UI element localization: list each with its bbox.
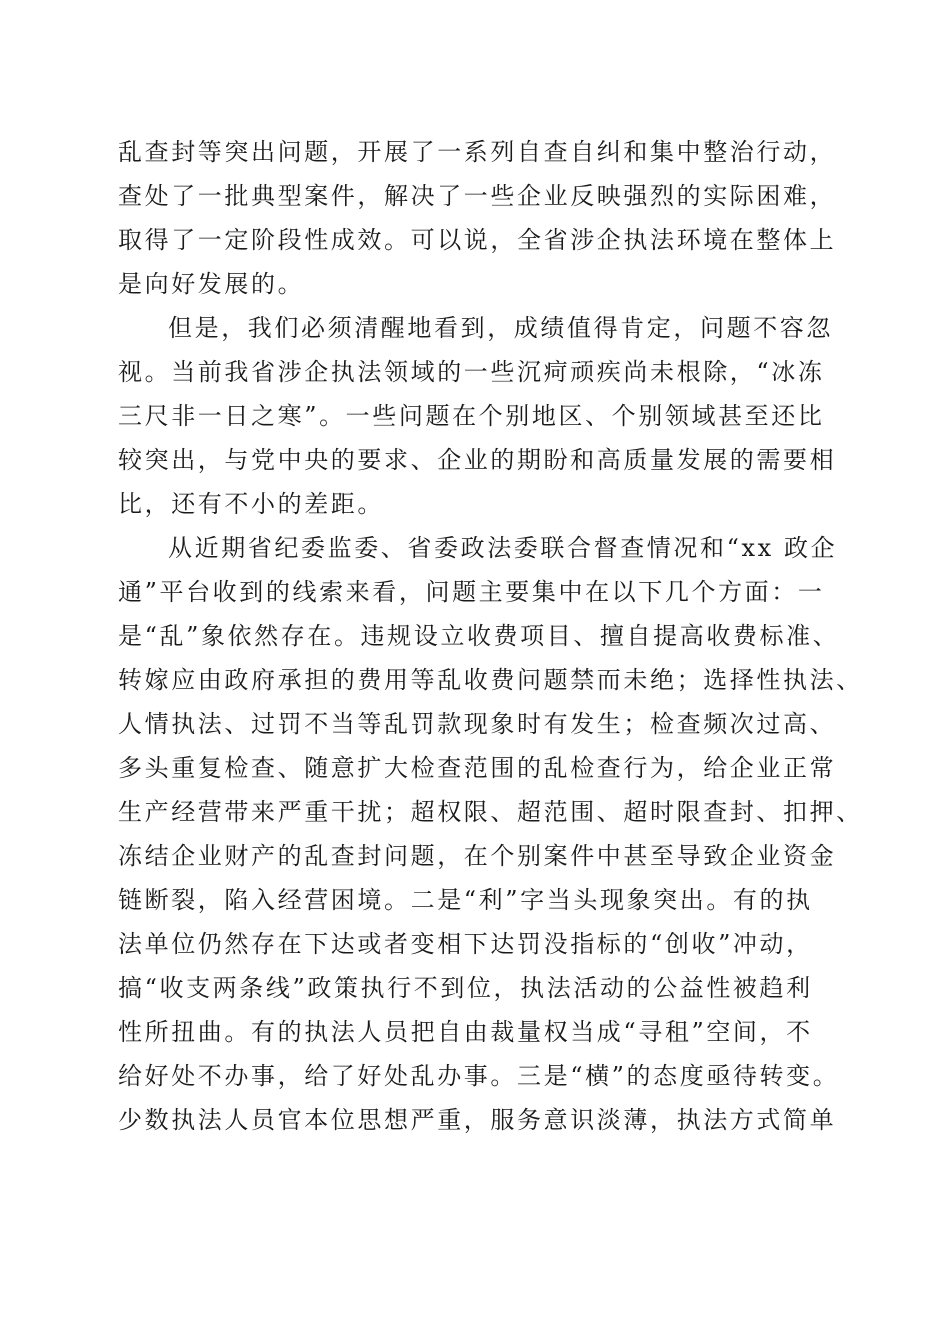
text-line: 法单位仍然存在下达或者变相下达罚没指标的“创收”冲动， [118, 930, 813, 958]
text-line: 少数执法人员官本位思想严重，服务意识淡薄，执法方式简单 [118, 1106, 837, 1134]
text-line: 性所扭曲。有的执法人员把自由裁量权当成“寻租”空间，不 [118, 1018, 813, 1046]
paragraph-3 [118, 526, 863, 1142]
text-line: 查处了一批典型案件，解决了一些企业反映强烈的实际困难， [118, 182, 837, 210]
text-line: 生产经营带来严重干扰；超权限、超范围、超时限查封、扣押、 [118, 798, 863, 826]
document-page [118, 130, 863, 1142]
text-line: 冻结企业财产的乱查封问题，在个别案件中甚至导致企业资金 [118, 842, 837, 870]
text-line: 人情执法、过罚不当等乱罚款现象时有发生；检查频次过高、 [118, 710, 837, 738]
text-line: 搞“收支两条线”政策执行不到位，执法活动的公益性被趋利 [118, 974, 813, 1002]
text-line: 通”平台收到的线索来看，问题主要集中在以下几个方面：一 [118, 578, 825, 606]
text-line: 但是，我们必须清醒地看到，成绩值得肯定，问题不容忽 [168, 314, 833, 342]
paragraph-2 [118, 306, 837, 526]
text-line: 是“乱”象依然存在。违规设立收费项目、擅自提高收费标准、 [118, 622, 840, 650]
text-line: 较突出，与党中央的要求、企业的期盼和高质量发展的需要相 [118, 446, 837, 474]
text-line: 从近期省纪委监委、省委政法委联合督查情况和“xx 政企 [168, 534, 838, 562]
text-line: 多头重复检查、随意扩大检查范围的乱检查行为，给企业正常 [118, 754, 837, 782]
text-line: 取得了一定阶段性成效。可以说，全省涉企执法环境在整体上 [118, 226, 837, 254]
text-line: 是向好发展的。 [118, 270, 305, 298]
text-line: 三尺非一日之寒”。一些问题在个别地区、个别领域甚至还比 [118, 402, 825, 430]
text-line: 链断裂，陷入经营困境。二是“利”字当头现象突出。有的执 [118, 886, 813, 914]
paragraph-1 [118, 130, 837, 306]
text-line: 比，还有不小的差距。 [118, 490, 384, 518]
text-line: 乱查封等突出问题，开展了一系列自查自纠和集中整治行动， [118, 138, 837, 166]
text-line: 视。当前我省涉企执法领域的一些沉疴顽疾尚未根除，“冰冻 [118, 358, 825, 386]
text-line: 给好处不办事，给了好处乱办事。三是“横”的态度亟待转变。 [118, 1062, 840, 1090]
text-line: 转嫁应由政府承担的费用等乱收费问题禁而未绝；选择性执法、 [118, 666, 863, 694]
